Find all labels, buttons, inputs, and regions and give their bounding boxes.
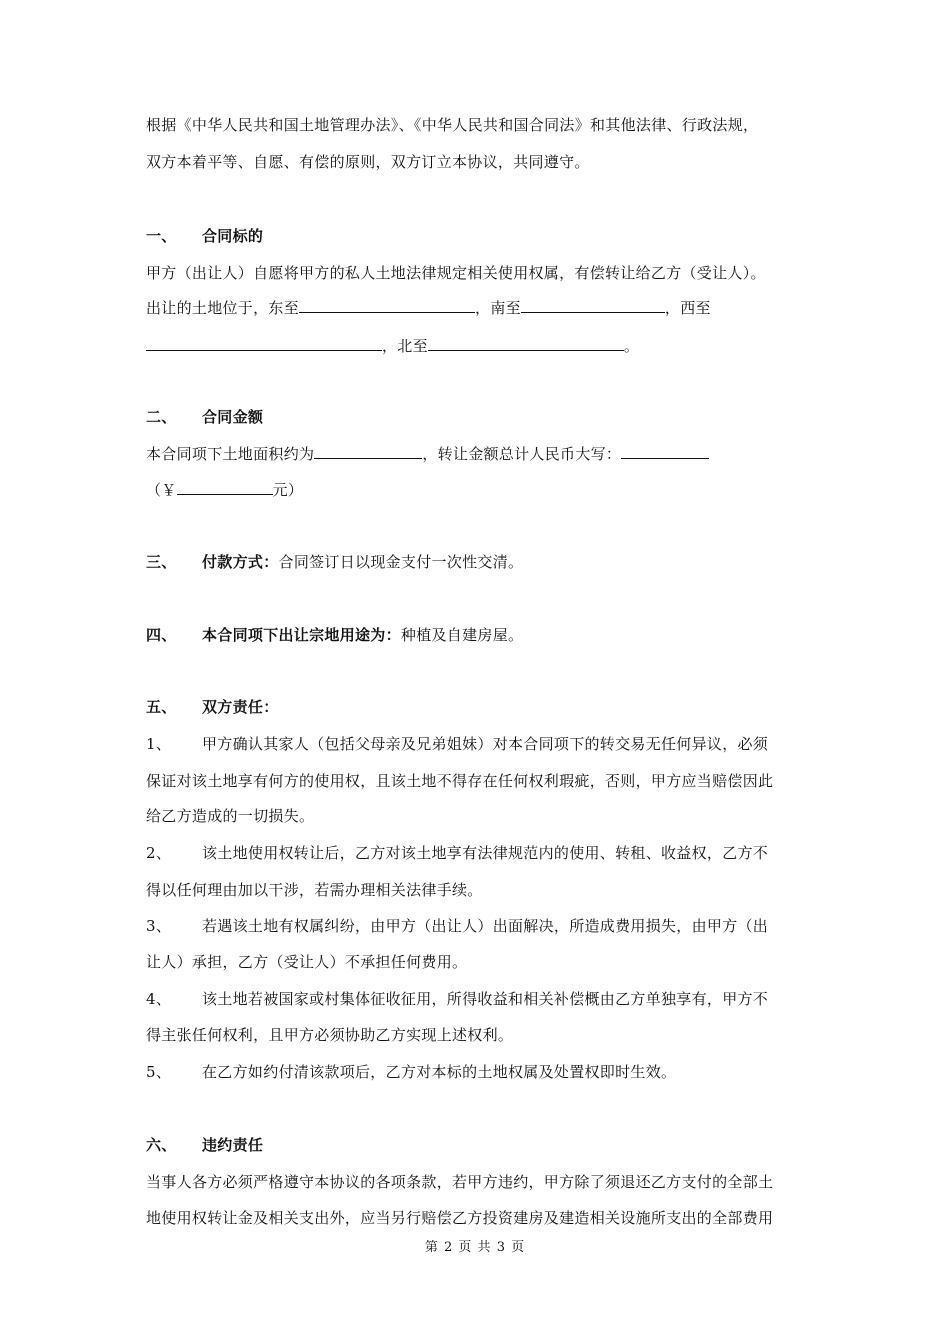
north-boundary-blank: [428, 336, 624, 351]
section-title: 违约责任: [202, 1136, 264, 1154]
east-boundary-blank: [299, 298, 475, 313]
west-boundary-blank: [146, 336, 382, 351]
section-title: 合同标的: [202, 227, 264, 245]
list-item-5-line-1: 5、 在乙方如约付清该款项后，乙方对本标的土地权属及处置权即时生效。: [146, 1063, 677, 1081]
section-number: 五、: [146, 698, 177, 716]
section-title: 本合同项下出让宗地用途为：: [202, 626, 401, 644]
list-item-2-line-1: 2、 该土地使用权转让后，乙方对该土地享有法律规范内的使用、转租、收益权，乙方不: [146, 844, 769, 862]
section-6-line-2: 地使用权转让金及相关支出外，应当另行赔偿乙方投资建房及建造相关设施所支出的全部费用: [146, 1209, 774, 1227]
list-item-3-line-2: 让人）承担，乙方（受让人）不承担任何费用。: [146, 953, 468, 971]
area-blank: [314, 444, 422, 459]
amount-digits-blank: [177, 480, 273, 495]
list-item-1-line-3: 给乙方造成的一切损失。: [146, 807, 315, 825]
intro-line-1: 根据《中华人民共和国土地管理办法》、《中华人民共和国合同法》和其他法律、行政法规，: [146, 116, 759, 134]
amount-words-blank: [621, 444, 709, 459]
section-number: 二、: [146, 408, 177, 426]
section-title: 合同金额: [202, 408, 264, 426]
south-boundary-blank: [521, 298, 665, 313]
item-number: 4、: [146, 990, 172, 1008]
section-5-heading: [146, 697, 279, 717]
list-item-4-line-1: 4、 该土地若被国家或村集体征收征用，所得收益和相关补偿概由乙方单独享有，甲方不: [146, 990, 769, 1008]
section-number: 三、: [146, 553, 177, 571]
section-1-line-3: ，北至 。: [146, 336, 639, 356]
section-1-heading: [146, 226, 263, 246]
section-text: 种植及自建房屋。: [400, 626, 524, 644]
section-1-line-1: 甲方（出让人）自愿将甲方的私人土地法律规定相关使用权属，有偿转让给乙方（受让人）。: [146, 264, 766, 282]
list-item-4-line-2: 得主张任何权利，且甲方必须协助乙方实现上述权利。: [146, 1026, 514, 1044]
section-4-line: [146, 625, 523, 645]
section-1-line-2: 出让的土地位于，东至 ，南至 ，西至: [146, 299, 711, 317]
item-number: 2、: [146, 844, 172, 862]
section-title: 付款方式：: [202, 553, 279, 571]
section-number: 四、: [146, 626, 177, 644]
section-6-line-1: 当事人各方必须严格遵守本协议的各项条款，若甲方违约，甲方除了须退还乙方支付的全部土: [146, 1173, 774, 1191]
list-item-1-line-2: 保证对该土地享有何方的使用权，且该土地不得存在任何权利瑕疵，否则，甲方应当赔偿因此: [146, 772, 774, 790]
item-number: 3、: [146, 917, 172, 935]
section-text: 合同签订日以现金支付一次性交清。: [278, 553, 524, 571]
section-number: 一、: [146, 227, 177, 245]
list-item-3-line-1: 3、 若遇该土地有权属纠纷，由甲方（出让人）出面解决，所造成费用损失，由甲方（出: [146, 917, 769, 935]
section-number: 六、: [146, 1136, 177, 1154]
section-2-line-1: 本合同项下土地面积约为 ，转让金额总计人民币大写：: [146, 444, 709, 464]
page-footer: 第 2 页 共 3 页: [424, 1240, 526, 1255]
item-number: 5、: [146, 1063, 172, 1081]
list-item-1-line-1: 1、 甲方确认其家人（包括父母亲及兄弟姐妹）对本合同项下的转交易无任何异议，必须: [146, 735, 769, 753]
item-number: 1、: [146, 735, 172, 753]
list-item-2-line-2: 得以任何理由加以干涉，若需办理相关法律手续。: [146, 881, 483, 899]
section-title: 双方责任：: [202, 698, 279, 716]
section-6-heading: [146, 1135, 263, 1155]
section-3-line: [146, 552, 523, 572]
section-2-line-2: （￥ 元）: [146, 481, 304, 499]
intro-line-2: 双方本着平等、自愿、有偿的原则，双方订立本协议，共同遵守。: [146, 153, 590, 171]
section-2-heading: [146, 407, 263, 427]
